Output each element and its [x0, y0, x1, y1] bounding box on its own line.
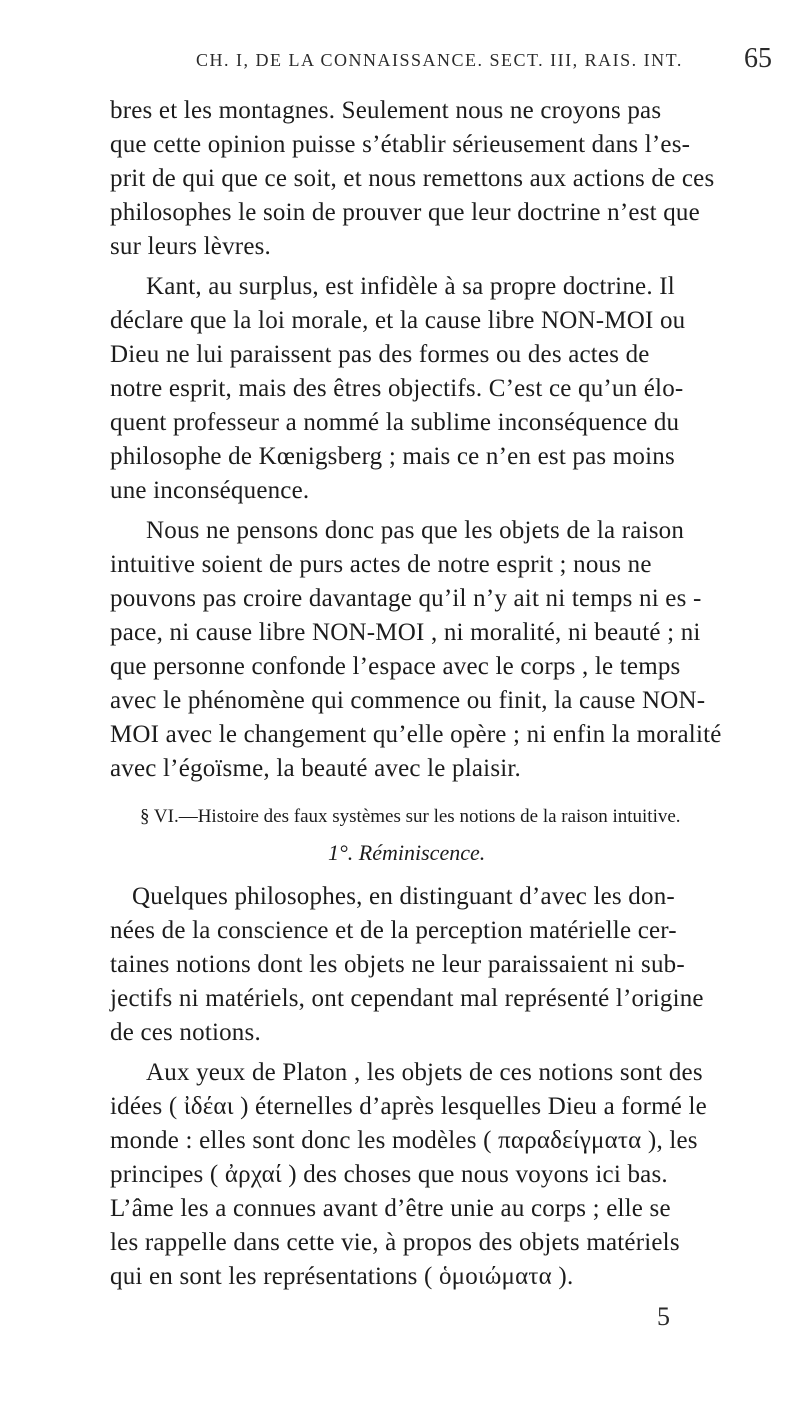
text-line: quent professeur a nommé la sublime inconséquence du: [110, 409, 680, 436]
text-line: les rappelle dans cette vie, à propos des objets matériels: [110, 1229, 680, 1256]
text-line: qui en sont les représentations ( ὁμοιώματα ).: [110, 1263, 574, 1290]
text-line: une inconséquence.: [110, 477, 310, 504]
text-line: prit de qui que ce soit, et nous remettons aux actions de ces: [110, 165, 715, 192]
text-line: philosophes le soin de prouver que leur doctrine n’est que: [110, 199, 700, 226]
text-line: jectifs ni matériels, ont cependant mal représenté l’origine: [110, 985, 704, 1012]
signature-mark: 5: [657, 1302, 670, 1331]
text-line: idées ( ἰδέαι ) éternelles d’après lesquelles Dieu a formé le: [110, 1093, 707, 1120]
text-line: Kant, au surplus, est infidèle à sa propre doctrine. Il: [146, 273, 675, 300]
page-number: 65: [744, 43, 772, 74]
text-line: MOI avec le changement qu’elle opère ; ni enfin la moralité: [110, 721, 722, 748]
text-line: principes ( ἀρχαί ) des choses que nous voyons ici bas.: [110, 1161, 668, 1188]
text-line: bres et les montagnes. Seulement nous ne croyons pas: [110, 97, 662, 124]
text-line: sur leurs lèvres.: [110, 233, 271, 260]
text-line: de ces notions.: [110, 1019, 261, 1046]
text-line: Nous ne pensons donc pas que les objets de la raison: [146, 517, 685, 544]
text-line: que cette opinion puisse s’établir sérieusement dans l’es-: [110, 131, 691, 158]
text-line: monde : elles sont donc les modèles ( παραδείγματα ), les: [110, 1127, 698, 1154]
text-line: pouvons pas croire davantage qu’il n’y ait ni temps ni es -: [110, 585, 702, 612]
text-line: intuitive soient de purs actes de notre esprit ; nous ne: [110, 551, 652, 578]
section-subheading: 1°. Réminiscence.: [328, 840, 486, 865]
text-line: que personne confonde l’espace avec le corps , le temps: [110, 653, 681, 680]
text-line: avec l’égoïsme, la beauté avec le plaisir.: [110, 755, 521, 782]
text-line: déclare que la loi morale, et la cause libre NON-MOI ou: [110, 307, 686, 334]
text-line: Dieu ne lui paraissent pas des formes ou des actes de: [110, 341, 650, 368]
text-line: philosophe de Kœnigsberg ; mais ce n’en est pas moins: [110, 443, 675, 470]
text-line: L’âme les a connues avant d’être unie au corps ; elle se: [110, 1195, 671, 1222]
text-line: pace, ni cause libre NON-MOI , ni moralité, ni beauté ; ni: [110, 619, 701, 646]
text-line: nées de la conscience et de la perception matérielle cer-: [110, 917, 677, 944]
text-line: notre esprit, mais des êtres objectifs. C’est ce qu’un élo-: [110, 375, 684, 402]
text-line: Quelques philosophes, en distinguant d’avec les don-: [132, 883, 675, 910]
section-heading: § VI.—Histoire des faux systèmes sur les notions de la raison intuitive.: [140, 806, 681, 827]
text-line: avec le phénomène qui commence ou finit, la cause NON-: [110, 687, 706, 714]
text-line: Aux yeux de Platon , les objets de ces notions sont des: [146, 1059, 703, 1086]
text-line: taines notions dont les objets ne leur paraissaient ni sub-: [110, 951, 685, 978]
running-head: CH. I, DE LA CONNAISSANCE. SECT. III, RAIS. INT.: [196, 50, 683, 70]
